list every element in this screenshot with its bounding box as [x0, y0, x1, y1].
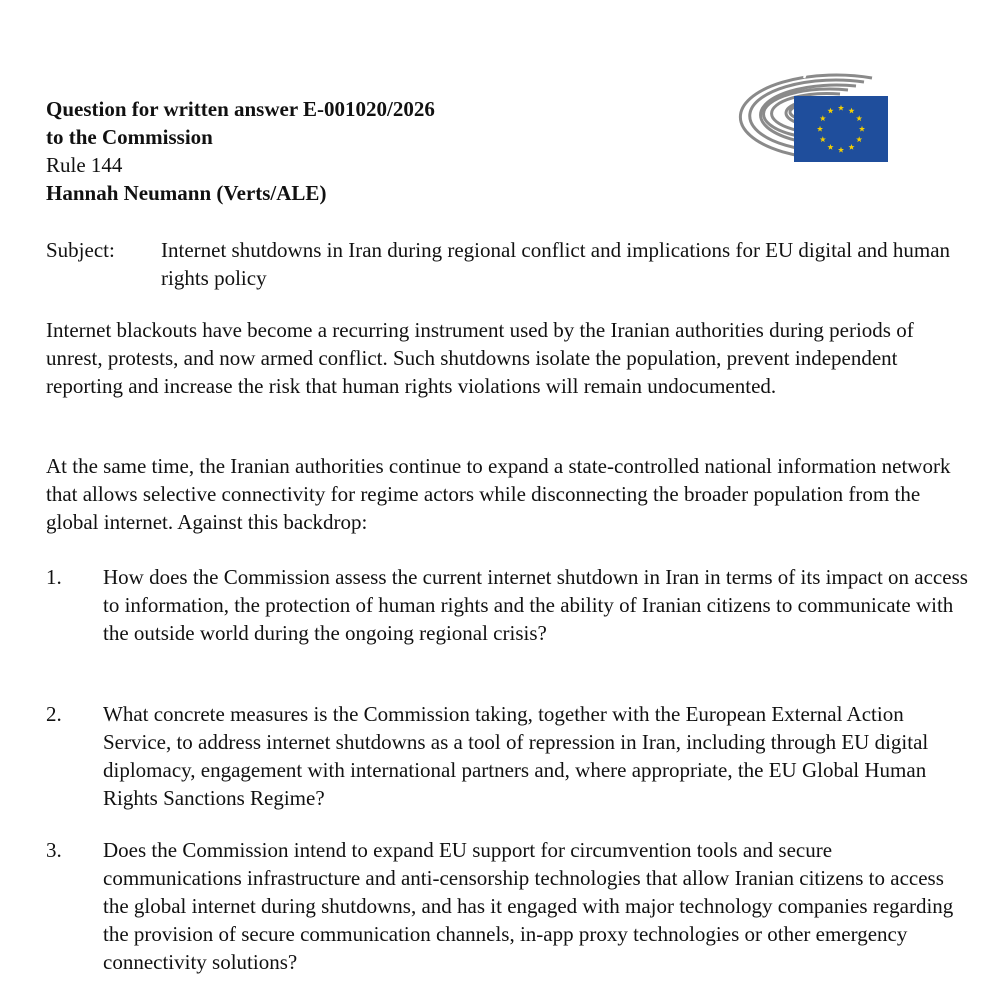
question-text: What concrete measures is the Commission taking, together with the European External Action Service, to address internet shutdowns as a tool of repression in Iran, including through EU digital diplomacy, engagement with international partners and, where appropriate, the EU Global Human Rights Sanctions Regime? — [103, 702, 929, 810]
question-item — [46, 700, 972, 812]
question-text: How does the Commission assess the current internet shutdown in Iran in terms of its impact on access to information, the protection of human rights and the ability of Iranian citizens to communicate with the outside world during the ongoing regional crisis? — [103, 565, 968, 645]
body-paragraph: Internet blackouts have become a recurring instrument used by the Iranian authorities during periods of unrest, protests, and now armed conflict. Such shutdowns isolate the population, prevent independent reporting and increase the risk that human rights violations will remain undocumented. — [46, 318, 914, 398]
question-item — [46, 836, 972, 976]
subject-label: Subject: — [46, 238, 115, 262]
question-number: 2. — [46, 702, 62, 726]
european-parliament-logo-icon — [676, 38, 890, 164]
question-number: 3. — [46, 838, 62, 862]
question-item — [46, 563, 972, 647]
question-reference: Question for written answer E-001020/2026 — [46, 97, 435, 121]
subject-line — [46, 236, 976, 292]
question-number: 1. — [46, 565, 62, 589]
subject-text: Internet shutdowns in Iran during regional conflict and implications for EU digital and human rights policy — [161, 238, 951, 290]
rule-reference: Rule 144 — [46, 153, 123, 177]
addressee: to the Commission — [46, 125, 213, 149]
question-text: Does the Commission intend to expand EU support for circumvention tools and secure communications infrastructure and anti-censorship technologies that allow Iranian citizens to access the global internet during shutdowns, and has it engaged with major technology companies regarding the provision of secure communication channels, in-app proxy technologies or other emergency connectivity solutions? — [103, 838, 954, 974]
question-header — [46, 95, 435, 207]
body-paragraph: At the same time, the Iranian authorities continue to expand a state-controlled national information network that allows selective connectivity for regime actors while disconnecting the broader population from the global internet. Against this backdrop: — [46, 454, 951, 534]
author: Hannah Neumann (Verts/ALE) — [46, 181, 327, 205]
